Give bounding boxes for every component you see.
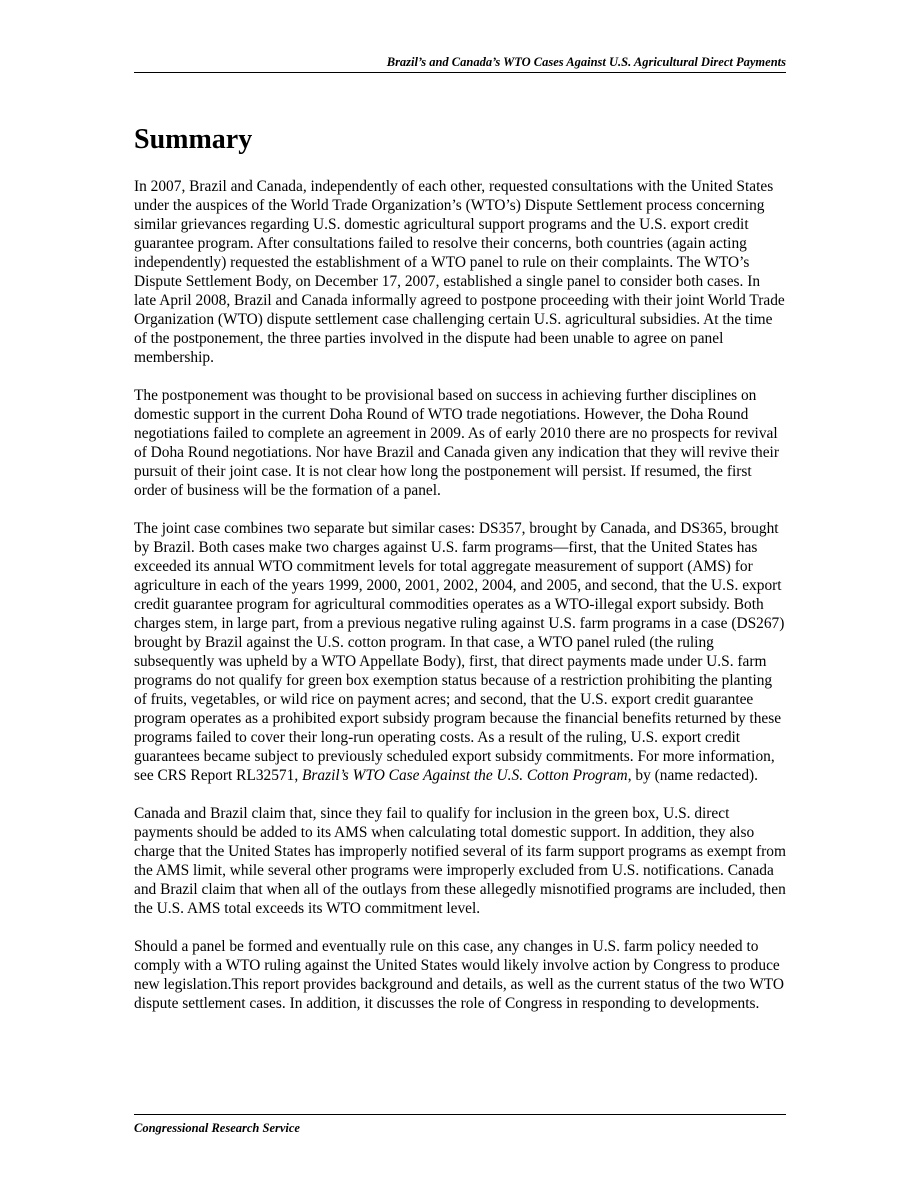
paragraph-postponement: The postponement was thought to be provisional based on success in achieving further disciplines on domestic support in the current Doha Round of WTO trade negotiations. However, the Doha Round negotiations failed to complete an agreement in 2009. As of early 2010 there are no prospects for revival of Doha Round negotiations. Nor have Brazil and Canada given any indication that they will revive their pursuit of their joint case. It is not clear how long the postponement will persist. If resumed, the first order of business will be the formation of a panel. <box>134 387 779 499</box>
joint-case-text-end: , by (name redacted). <box>627 767 759 784</box>
paragraph-outlook: Should a panel be formed and eventually rule on this case, any changes in U.S. farm policy needed to comply with a WTO ruling against the United States would likely involve action by Congress to produce new legislation.This report provides background and details, as well as the current status of the two WTO dispute settlement cases. In addition, it discusses the role of Congress in responding to developments. <box>134 938 784 1012</box>
summary-body <box>134 177 786 1013</box>
crs-report-title: Brazil’s WTO Case Against the U.S. Cotton Program <box>302 767 628 784</box>
running-footer: Congressional Research Service <box>134 1121 300 1135</box>
page-title: Summary <box>134 124 253 155</box>
header-rule <box>134 72 786 73</box>
paragraph-claims: Canada and Brazil claim that, since they fail to qualify for inclusion in the green box, U.S. direct payments should be added to its AMS when calculating total domestic support. In addition, they also charge that the United States has improperly notified several of its farm support programs as exempt from the AMS limit, while several other programs were improperly excluded from U.S. notifications. Canada and Brazil claim that when all of the outlays from these allegedly misnotified programs are included, then the U.S. AMS total exceeds its WTO commitment level. <box>134 805 786 917</box>
joint-case-text: The joint case combines two separate but similar cases: DS357, brought by Canada, and DS365, brought by Brazil. Both cases make two charges against U.S. farm programs—first, that the United States has exceeded its annual WTO commitment levels for total aggregate measurement of support (AMS) for agriculture in each of the years 1999, 2000, 2001, 2002, 2004, and 2005, and second, that the U.S. export credit guarantee program for agricultural commodities operates as a WTO-illegal export subsidy. Both charges stem, in large part, from a previous negative ruling against U.S. farm programs in a case (DS267) brought by Brazil against the U.S. cotton program. In that case, a WTO panel ruled (the ruling subsequently was upheld by a WTO Appellate Body), first, that direct payments made under U.S. farm programs do not qualify for green box exemption status because of a restriction prohibiting the planting of fruits, vegetables, or wild rice on payment acres; and second, that the U.S. export credit guarantee program operates as a prohibited export subsidy program because the financial benefits returned by these programs failed to cover their long-run operating costs. As a result of the ruling, U.S. export credit guarantees became subject to previously scheduled export subsidy commitments. For more information, see CRS Report RL32571, <box>134 520 785 784</box>
running-header: Brazil’s and Canada’s WTO Cases Against U.S. Agricultural Direct Payments <box>386 55 786 69</box>
paragraph-consultations: In 2007, Brazil and Canada, independently of each other, requested consultations with the United States under the auspices of the World Trade Organization’s (WTO’s) Dispute Settlement process concerning similar grievances regarding U.S. domestic agricultural support programs and the U.S. export credit guarantee program. After consultations failed to resolve their concerns, both countries (again acting independently) requested the establishment of a WTO panel to rule on their complaints. The WTO’s Dispute Settlement Body, on December 17, 2007, established a single panel to consider both cases. In late April 2008, Brazil and Canada informally agreed to postpone proceeding with their joint World Trade Organization (WTO) dispute settlement case challenging certain U.S. agricultural subsidies. At the time of the postponement, the three parties involved in the dispute had been unable to agree on panel membership. <box>134 178 785 366</box>
footer-rule <box>134 1114 786 1115</box>
paragraph-joint-case <box>134 519 786 785</box>
